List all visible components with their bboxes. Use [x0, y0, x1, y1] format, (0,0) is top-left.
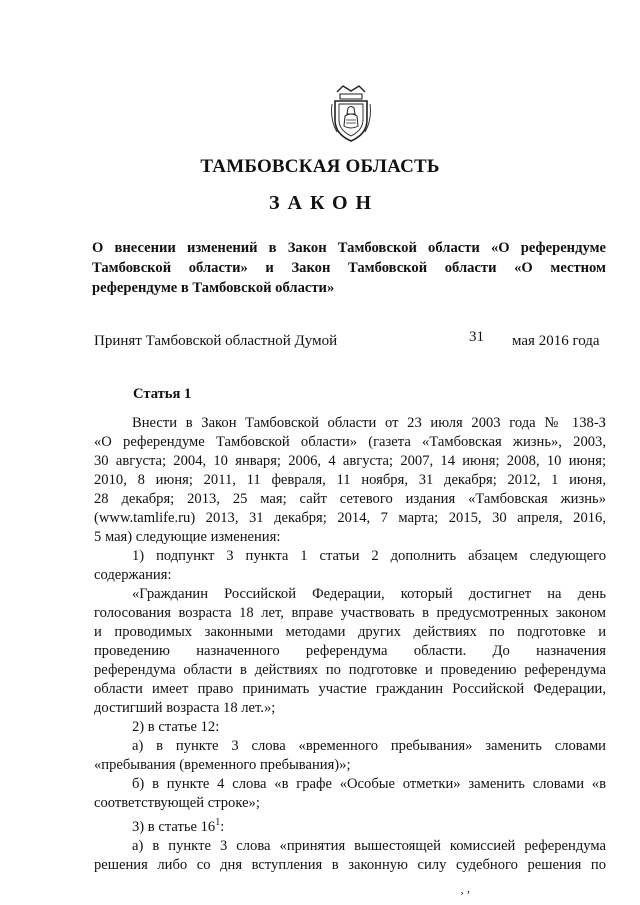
body-line: 30 августа; 2004, 10 января; 2006, 4 августа; 2007, 14 июня; 2008, 10 июня;	[94, 453, 606, 469]
body-line: «пребывания (временного пребывания)»;	[94, 757, 351, 773]
article-number-superscript: 1	[215, 817, 221, 828]
law-title-line: О внесении изменений в Закон Тамбовской области «О референдуме	[92, 240, 606, 256]
adoption-label: Принят Тамбовской областной Думой	[94, 333, 338, 349]
body-line: а) в пункте 3 слова «временного пребывания» заменить словами	[132, 738, 606, 754]
body-line: решения либо со дня вступления в законную силу судебного решения по	[94, 856, 606, 873]
body-line: а) в пункте 3 слова «принятия вышестоящей комиссией референдума	[132, 837, 606, 854]
region-heading: ТАМБОВСКАЯ ОБЛАСТЬ	[200, 156, 440, 177]
document-type-heading: ЗАКОН	[268, 192, 380, 214]
body-line-text: 3) в статье 16	[132, 818, 216, 835]
law-title	[92, 238, 606, 298]
body-line: (www.tamlife.ru) 2013, 31 декабря; 2014, 7 марта; 2015, 30 апреля, 2016,	[94, 510, 606, 526]
body-line: достигший возраста 18 лет.»;	[94, 700, 276, 716]
body-line: Внести в Закон Тамбовской области от 23 июля 2003 года № 138-З	[132, 415, 606, 431]
article-heading: Статья 1	[133, 386, 192, 402]
law-title-line: Тамбовской области» и Закон Тамбовской области «О местном	[92, 260, 606, 276]
body-line: б) в пункте 4 слова «в графе «Особые отметки» заменить словами «в	[132, 776, 606, 792]
scan-mark: ¸ ,	[460, 881, 470, 895]
body-line: и проводимых законными методами других действиях по подготовке и	[94, 624, 606, 640]
body-line-article-16-1	[94, 813, 606, 837]
body-line: «Гражданин Российской Федерации, который достигнет на день	[132, 586, 606, 602]
body-line: 2) в статье 12:	[132, 719, 220, 735]
body-line: «О референдуме Тамбовской области» (газета «Тамбовская жизнь», 2003,	[94, 434, 606, 450]
body-line: 2010, 8 июня; 2011, 11 февраля, 11 ноября, 31 декабря; 2012, 1 июня,	[94, 472, 606, 488]
adoption-date: мая 2016 года	[512, 333, 600, 349]
colon: :	[220, 818, 225, 835]
body-line: голосования возраста 18 лет, вправе участвовать в предусмотренных законом	[94, 605, 606, 621]
body-line: соответствующей строке»;	[94, 795, 260, 811]
article-body	[94, 414, 606, 875]
law-title-line: референдуме в Тамбовской области»	[92, 280, 335, 296]
body-line: области имеет право принимать участие гражданин Российской Федерации,	[94, 681, 606, 697]
tambov-coat-of-arms-icon	[329, 84, 373, 144]
body-line: 28 декабря; 2013, 25 мая; сайт сетевого издания «Тамбовская жизнь»	[94, 491, 606, 507]
body-line: референдума области в действиях по подготовке и проведению референдума	[94, 662, 606, 678]
body-line: 1) подпункт 3 пункта 1 статьи 2 дополнить абзацем следующего	[132, 548, 606, 564]
body-line: проведению назначенного референдума области. До назначения	[94, 643, 606, 659]
adoption-day: 31	[469, 329, 484, 345]
body-line: 5 мая) следующие изменения:	[94, 529, 281, 545]
body-line: содержания:	[94, 567, 172, 583]
